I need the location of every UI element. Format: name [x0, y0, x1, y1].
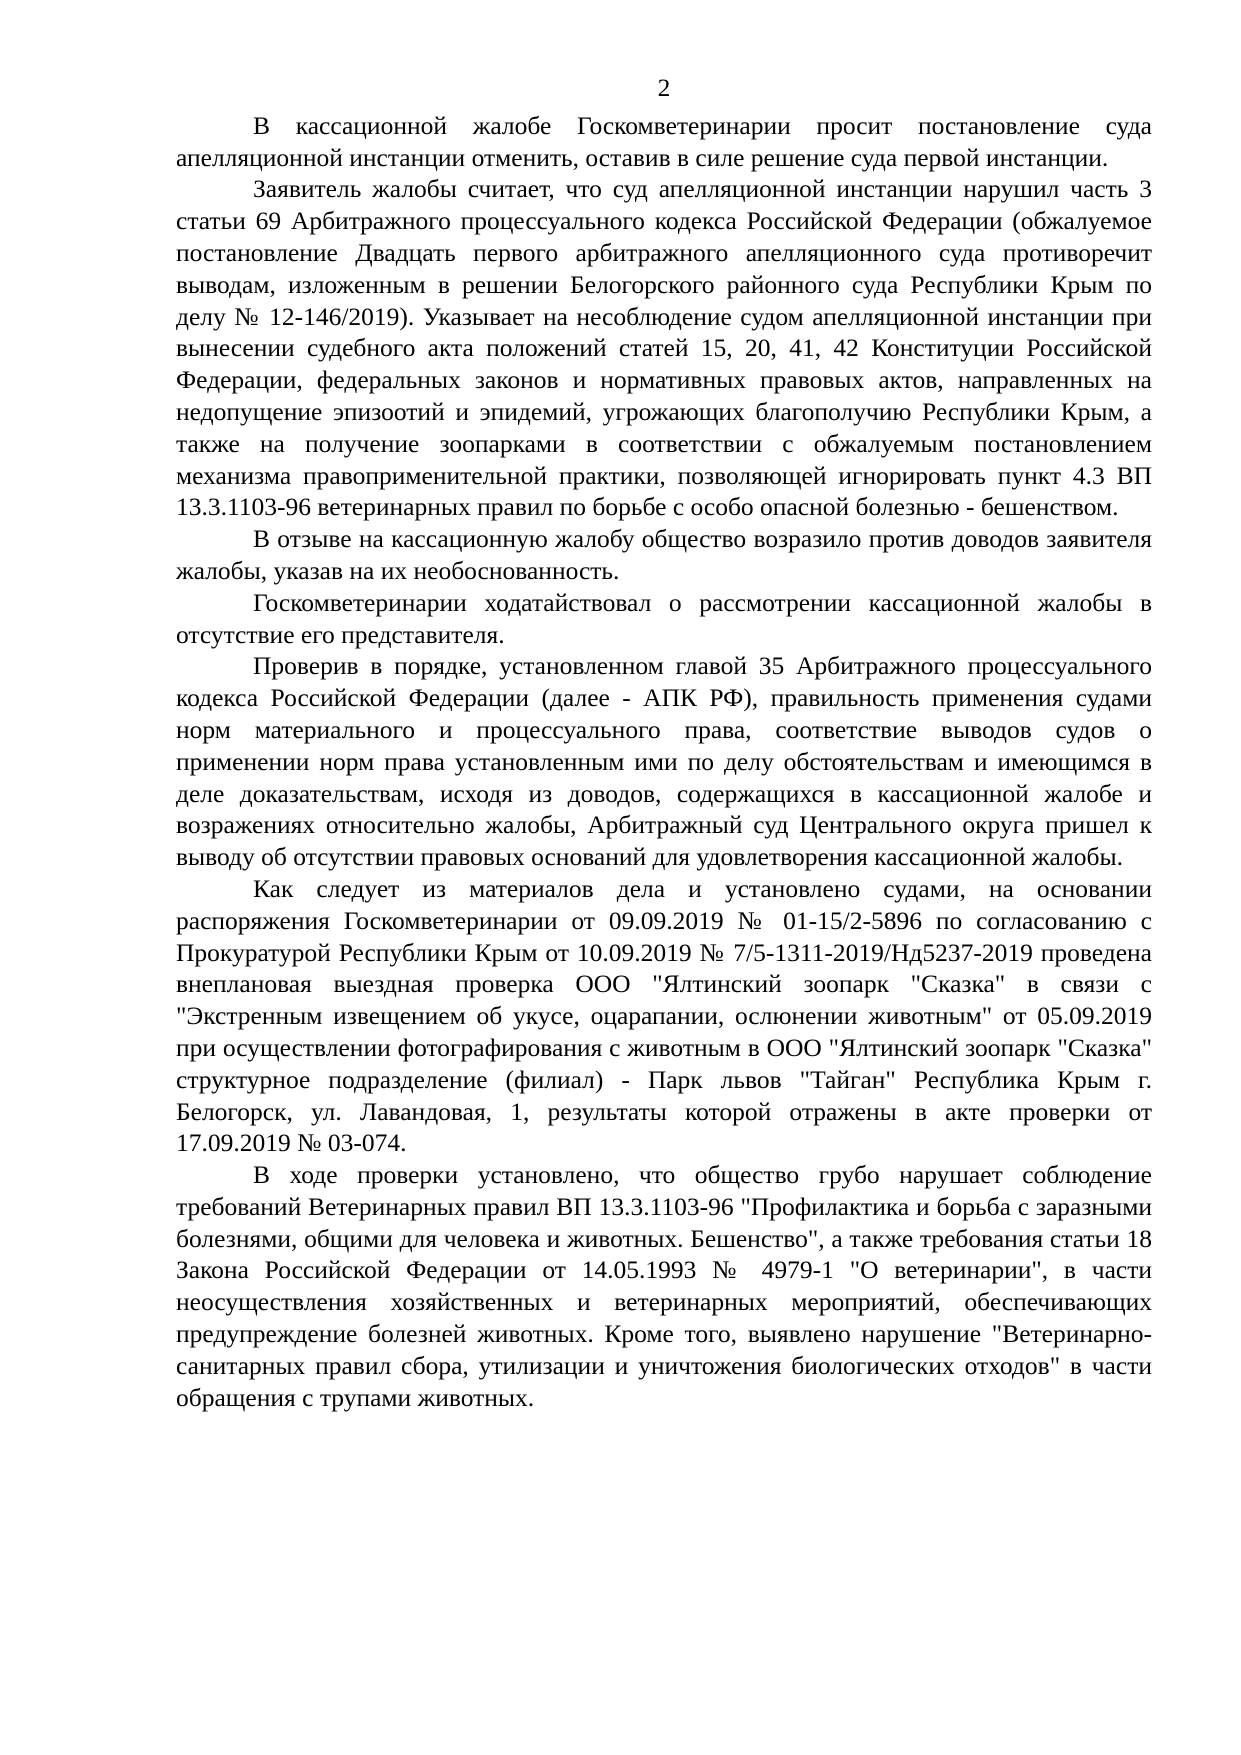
page-number: 2	[657, 73, 671, 102]
paragraph-case-facts: Как следует из материалов дела и установлено судами, на основании распоряжения Госкомветеринарии от 09.09.2019 № 01-15/2-5896 по согласованию с Прокуратурой Республики Крым от 10.09.2019 № 7/5-1311-2019/Нд5237-2019 проведена внеплановая выездная проверка ООО "Ялтинский зоопарк "Сказка" в связи с "Экстренным извещением об укусе, оцарапании, ослюнении животным" от 05.09.2019 при осуществлении фотографирования с животным в ООО "Ялтинский зоопарк "Сказка" структурное подразделение (филиал) - Парк львов "Тайган" Республика Крым г. Белогорск, ул. Лавандовая, 1, результаты которой отражены в акте проверки от 17.09.2019 № 03-074.	[176, 873, 1152, 1158]
paragraph-court-review: Проверив в порядке, установленном главой 35 Арбитражного процессуального кодекса Российской Федерации (далее - АПК РФ), правильность применения судами норм материального и процессуального права, соответствие выводов судов о применении норм права установленным ими по делу обстоятельствам и имеющимся в деле доказательствам, исходя из доводов, содержащихся в кассационной жалобе и возражениях относительно жалобы, Арбитражный суд Центрального округа пришел к выводу об отсутствии правовых оснований для удовлетворения кассационной жалобы.	[176, 651, 1152, 872]
paragraph-motion: Госкомветеринарии ходатайствовал о рассмотрении кассационной жалобы в отсутствие его представителя.	[176, 587, 1152, 649]
document-page	[176, 72, 1152, 1413]
paragraph-inspection-findings: В ходе проверки установлено, что общество грубо нарушает соблюдение требований Ветеринарных правил ВП 13.3.1103-96 "Профилактика и борьба с заразными болезнями, общими для человека и животных. Бешенство", а также требования статьи 18 Закона Российской Федерации от 14.05.1993 № 4979-1 "О ветеринарии", в части неосуществления хозяйственных и ветеринарных мероприятий, обеспечивающих предупреждение болезней животных. Кроме того, выявлено нарушение "Ветеринарно-санитарных правил сбора, утилизации и уничтожения биологических отходов" в части обращения с трупами животных.	[176, 1160, 1152, 1412]
paragraph-cassation-appeal: В кассационной жалобе Госкомветеринарии просит постановление суда апелляционной инстанции отменить, оставив в силе решение суда первой инстанции.	[176, 110, 1152, 172]
paragraph-response: В отзыве на кассационную жалобу общество возразило против доводов заявителя жалобы, указав на их необоснованность.	[176, 524, 1152, 585]
paragraph-applicant-arguments: Заявитель жалобы считает, что суд апелляционной инстанции нарушил часть 3 статьи 69 Арбитражного процессуального кодекса Российской Федерации (обжалуемое постановление Двадцать первого арбитражного апелляционного суда противоречит выводам, изложенным в решении Белогорского районного суда Республики Крым по делу № 12-146/2019). Указывает на несоблюдение судом апелляционной инстанции при вынесении судебного акта положений статей 15, 20, 41, 42 Конституции Российской Федерации, федеральных законов и нормативных правовых актов, направленных на недопущение эпизоотий и эпидемий, угрожающих благополучию Республики Крым, а также на получение зоопарками в соответствии с обжалуемым постановлением механизма правоприменительной практики, позволяющей игнорировать пункт 4.3 ВП 13.3.1103-96 ветеринарных правил по борьбе с особо опасной болезнью - бешенством.	[176, 174, 1152, 522]
